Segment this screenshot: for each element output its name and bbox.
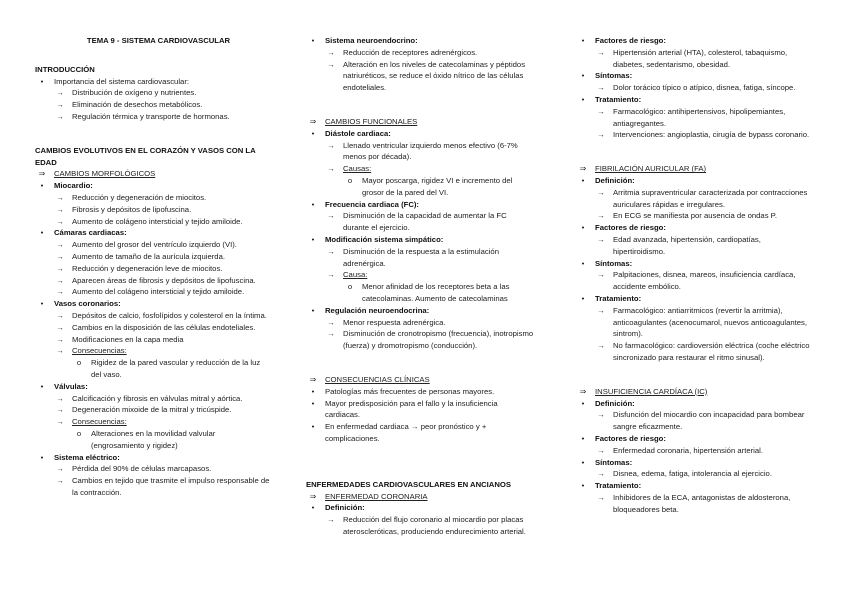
section-heading-text: ENFERMEDADES CARDIOVASCULARES EN ANCIANOS bbox=[306, 479, 512, 489]
arrow-item-text: Llenado ventricular izquierdo menos efectivo (6-7% menos por década). bbox=[343, 140, 518, 162]
bullet-heading bbox=[35, 180, 270, 192]
list-marker-icon: ⇒ bbox=[38, 169, 46, 179]
sub-item bbox=[306, 175, 534, 199]
bullet-heading bbox=[35, 381, 270, 393]
sub-item bbox=[306, 281, 534, 305]
arrow-item bbox=[306, 514, 534, 538]
bullet-item bbox=[306, 421, 534, 445]
list-marker-icon: • bbox=[40, 76, 44, 86]
list-marker-icon: • bbox=[311, 386, 315, 396]
arrow-item bbox=[35, 334, 270, 346]
bullet-heading bbox=[576, 293, 813, 305]
arrow-label-wrap bbox=[72, 416, 270, 428]
list-marker-icon: → bbox=[597, 270, 605, 280]
arrow-item bbox=[35, 204, 270, 216]
subsection-heading-wrap bbox=[325, 374, 534, 386]
list-marker-icon: • bbox=[311, 398, 315, 408]
spacer bbox=[306, 445, 534, 479]
arrow-item-text: Inhibidores de la ECA, antagonistas de aldosterona, bloqueadores beta. bbox=[613, 492, 791, 514]
subsection-heading-text: FIBRILACIÓN AURICULAR (FA) bbox=[595, 164, 707, 174]
bullet-item bbox=[306, 398, 534, 422]
arrow-item-text: Aumento de tamaño de la aurícula izquierda. bbox=[72, 251, 225, 261]
subsection-heading bbox=[576, 386, 813, 398]
bullet-heading bbox=[576, 398, 813, 410]
list-marker-icon: ⇒ bbox=[579, 164, 587, 174]
column-right bbox=[576, 35, 813, 515]
arrow-item-text: Cambios en tejido que trasmite el impulso responsable de la contracción. bbox=[72, 476, 270, 497]
arrow-item bbox=[306, 246, 534, 270]
arrow-item bbox=[306, 328, 534, 352]
arrow-item bbox=[306, 140, 534, 164]
arrow-item bbox=[35, 99, 270, 111]
arrow-item-text: Intervenciones: angioplastia, cirugía de bypass coronario. bbox=[613, 130, 810, 140]
arrow-item-text: Regulación térmica y transporte de hormonas. bbox=[72, 111, 230, 121]
list-marker-icon: • bbox=[581, 94, 585, 104]
bullet-heading-text: Sistema neuroendocrino: bbox=[325, 36, 418, 45]
list-marker-icon: → bbox=[56, 192, 64, 202]
arrow-item bbox=[35, 463, 270, 475]
list-marker-icon: → bbox=[327, 246, 335, 256]
list-marker-icon: → bbox=[56, 88, 64, 98]
bullet-heading-text: Tratamiento: bbox=[595, 293, 642, 303]
arrow-item-text: Alteración en los niveles de catecolaminas y péptidos natriuréticos, se reduce el óxido nítrico de las células endoteliales. bbox=[343, 59, 526, 93]
subsection-heading-wrap bbox=[325, 116, 534, 128]
arrow-item-text: Arritmia supraventricular caracterizada por contracciones auriculares rápidas e irregulares. bbox=[613, 187, 808, 209]
arrow-item-text: Modificaciones en la capa media bbox=[72, 334, 184, 344]
arrow-item bbox=[35, 87, 270, 99]
list-marker-icon: • bbox=[581, 36, 585, 45]
subsection-heading bbox=[576, 163, 813, 175]
arrow-item bbox=[576, 82, 813, 94]
list-marker-icon: → bbox=[327, 329, 335, 339]
list-marker-icon: → bbox=[56, 263, 64, 273]
list-marker-icon: → bbox=[327, 270, 335, 280]
subsection-heading-text: CAMBIOS MORFOLÓGICOS bbox=[54, 169, 156, 179]
sub-item bbox=[35, 357, 270, 381]
arrow-item bbox=[576, 234, 813, 258]
list-marker-icon: → bbox=[56, 322, 64, 332]
list-marker-icon: • bbox=[581, 398, 585, 408]
subsection-heading-text: CAMBIOS FUNCIONALES bbox=[325, 116, 418, 126]
arrow-item-text: Disminución de la capacidad de aumentar la FC durante el ejercicio. bbox=[343, 211, 507, 233]
arrow-item bbox=[306, 317, 534, 329]
bullet-heading-text: Factores de riesgo: bbox=[595, 433, 666, 443]
arrow-item-text: Menor respuesta adrenérgica. bbox=[343, 317, 446, 327]
bullet-heading-text: Sistema eléctrico: bbox=[54, 452, 120, 462]
page-title-text: TEMA 9 - SISTEMA CARDIOVASCULAR bbox=[86, 36, 231, 45]
list-marker-icon: → bbox=[597, 47, 605, 57]
bullet-heading bbox=[306, 305, 534, 317]
bullet-heading bbox=[576, 175, 813, 187]
list-marker-icon: → bbox=[327, 164, 335, 174]
list-marker-icon: o bbox=[347, 175, 353, 185]
list-marker-icon: → bbox=[597, 234, 605, 244]
arrow-item-text: Disminución de cronotropismo (frecuencia), inotropismo (fuerza) y dromotropismo (conducción). bbox=[343, 329, 534, 351]
list-marker-icon: → bbox=[56, 310, 64, 320]
list-marker-icon: → bbox=[56, 476, 64, 486]
bullet-heading bbox=[35, 298, 270, 310]
section-heading-text: CAMBIOS EVOLUTIVOS EN EL CORAZÓN Y VASOS CON LA EDAD bbox=[35, 145, 256, 167]
subsection-heading-text: ENFERMEDAD CORONARIA bbox=[325, 491, 428, 501]
list-marker-icon: → bbox=[56, 393, 64, 403]
bullet-heading-text: Vasos coronarios: bbox=[54, 299, 121, 309]
column-middle bbox=[306, 35, 534, 538]
list-marker-icon: → bbox=[597, 445, 605, 455]
bullet-heading bbox=[576, 70, 813, 82]
arrow-item bbox=[576, 187, 813, 211]
bullet-heading-text: Regulación neuroendocrina: bbox=[325, 305, 430, 315]
list-marker-icon: → bbox=[56, 111, 64, 121]
bullet-heading-text: Síntomas: bbox=[595, 71, 633, 81]
list-marker-icon: → bbox=[56, 334, 64, 344]
arrow-item-text: No farmacológico: cardioversión eléctrica (coche eléctrico sincronizado para restaurar el ritmo sinusal). bbox=[613, 341, 810, 362]
bullet-heading bbox=[576, 480, 813, 492]
arrow-item-text: Aparecen áreas de fibrosis y depósitos de lipofuscina. bbox=[72, 275, 256, 285]
arrow-item bbox=[576, 445, 813, 457]
arrow-item-text: Reducción y degeneración de miocitos. bbox=[72, 192, 207, 202]
arrow-item-text: Farmacológico: antiarritmicos (revertir la arritmia), anticoagulantes (acenocumarol, nuevos anticoagulantes, sintrom). bbox=[613, 305, 808, 339]
subsection-heading-wrap bbox=[54, 168, 270, 180]
bullet-heading bbox=[35, 227, 270, 239]
arrow-item-text: Distribución de oxígeno y nutrientes. bbox=[72, 88, 197, 98]
arrow-item-text: Aumento del grosor del ventrículo izquierdo (VI). bbox=[72, 240, 237, 250]
list-marker-icon: → bbox=[327, 47, 335, 57]
arrow-item-text: Eliminación de desechos metabólicos. bbox=[72, 100, 203, 110]
list-marker-icon: → bbox=[56, 464, 64, 474]
bullet-heading-text: Tratamiento: bbox=[595, 94, 642, 104]
arrow-label bbox=[306, 269, 534, 281]
arrow-item bbox=[35, 275, 270, 287]
arrow-label-wrap bbox=[343, 163, 534, 175]
list-marker-icon: o bbox=[76, 428, 82, 438]
column-left bbox=[35, 35, 270, 499]
arrow-item bbox=[576, 492, 813, 516]
list-marker-icon: • bbox=[40, 228, 44, 238]
arrow-item bbox=[35, 251, 270, 263]
arrow-item bbox=[576, 468, 813, 480]
arrow-item-text: Farmacológico: antihipertensivos, hipolipemiantes, antiagregantes. bbox=[613, 106, 786, 128]
bullet-item-text: Patologías más frecuentes de personas mayores. bbox=[325, 386, 495, 396]
list-marker-icon: → bbox=[327, 140, 335, 150]
list-marker-icon: • bbox=[40, 381, 44, 391]
subsection-heading-text: CONSECUENCIAS CLÍNICAS bbox=[325, 374, 430, 384]
bullet-heading-text: Factores de riesgo: bbox=[595, 36, 666, 45]
bullet-heading-text: Frecuencia cardiaca (FC): bbox=[325, 199, 419, 209]
spacer bbox=[306, 94, 534, 116]
list-marker-icon: → bbox=[56, 216, 64, 226]
subsection-heading bbox=[35, 168, 270, 180]
list-marker-icon: → bbox=[597, 83, 605, 93]
spacer bbox=[306, 352, 534, 374]
arrow-item bbox=[576, 409, 813, 433]
list-marker-icon: → bbox=[597, 305, 605, 315]
arrow-item-text: Palpitaciones, disnea, mareos, insuficiencia cardíaca, accidente embólico. bbox=[613, 270, 796, 292]
arrow-item-text: Dolor torácico típico o atípico, disnea, fatiga, síncope. bbox=[613, 83, 796, 93]
section-heading bbox=[306, 479, 534, 491]
bullet-item-text: Mayor predisposición para el fallo y la insuficiencia cardiacas. bbox=[325, 398, 498, 420]
list-marker-icon: → bbox=[327, 211, 335, 221]
arrow-item-text: Reducción de receptores adrenérgicos. bbox=[343, 47, 478, 57]
arrow-item-text: Reducción y degeneración leve de miocitos. bbox=[72, 263, 223, 273]
bullet-item-text: Importancia del sistema cardiovascular: bbox=[54, 76, 190, 86]
list-marker-icon: • bbox=[581, 293, 585, 303]
arrow-item bbox=[35, 263, 270, 275]
arrow-item bbox=[35, 404, 270, 416]
arrow-label-wrap bbox=[72, 345, 270, 357]
list-marker-icon: • bbox=[311, 234, 315, 244]
arrow-item bbox=[576, 106, 813, 130]
arrow-item-text: Enfermedad coronaria, hipertensión arterial. bbox=[613, 445, 763, 455]
arrow-item bbox=[576, 340, 813, 364]
list-marker-icon: → bbox=[597, 341, 605, 351]
list-marker-icon: → bbox=[56, 240, 64, 250]
arrow-label bbox=[35, 345, 270, 357]
arrow-item-text: Aumento de colágeno intersticial y tejido amiloide. bbox=[72, 216, 243, 226]
bullet-item bbox=[306, 386, 534, 398]
list-marker-icon: → bbox=[56, 251, 64, 261]
subsection-heading bbox=[306, 491, 534, 503]
list-marker-icon: • bbox=[581, 457, 585, 467]
bullet-item-text: En enfermedad cardiaca → peor pronóstico y + complicaciones. bbox=[325, 422, 487, 443]
bullet-heading-text: Modificación sistema simpático: bbox=[325, 234, 444, 244]
list-marker-icon: • bbox=[581, 175, 585, 185]
spacer bbox=[576, 364, 813, 386]
bullet-heading-text: Miocardio: bbox=[54, 181, 93, 191]
arrow-item bbox=[35, 475, 270, 499]
arrow-item-text: Depósitos de calcio, fosfolípidos y colesterol en la íntima. bbox=[72, 310, 267, 320]
subsection-heading-wrap bbox=[595, 386, 813, 398]
list-marker-icon: • bbox=[40, 299, 44, 309]
arrow-item bbox=[576, 129, 813, 141]
list-marker-icon: • bbox=[311, 503, 315, 513]
bullet-heading bbox=[576, 94, 813, 106]
list-marker-icon: • bbox=[581, 258, 585, 268]
arrow-item-text: Disminución de la respuesta a la estimulación adrenérgica. bbox=[343, 246, 499, 268]
subsection-heading bbox=[306, 116, 534, 128]
bullet-heading bbox=[306, 502, 534, 514]
list-marker-icon: ⇒ bbox=[309, 374, 317, 384]
arrow-item bbox=[35, 111, 270, 123]
arrow-item-text: Hipertensión arterial (HTA), colesterol, tabaquismo, diabetes, sedentarismo, obesidad. bbox=[613, 47, 788, 69]
list-marker-icon: • bbox=[581, 481, 585, 491]
bullet-heading-text: Diástole cardiaca: bbox=[325, 128, 391, 138]
arrow-item bbox=[306, 47, 534, 59]
list-marker-icon: ⇒ bbox=[579, 386, 587, 396]
bullet-heading-text: Tratamiento: bbox=[595, 481, 642, 491]
arrow-label-text: Causa: bbox=[343, 270, 368, 280]
list-marker-icon: o bbox=[76, 358, 82, 368]
page-title bbox=[35, 35, 270, 47]
arrow-item bbox=[576, 210, 813, 222]
arrow-label-wrap bbox=[343, 269, 534, 281]
bullet-heading bbox=[576, 433, 813, 445]
sub-item bbox=[35, 428, 270, 452]
list-marker-icon: → bbox=[56, 405, 64, 415]
bullet-heading bbox=[35, 452, 270, 464]
bullet-heading-text: Factores de riesgo: bbox=[595, 223, 666, 233]
list-marker-icon: → bbox=[597, 106, 605, 116]
arrow-item-text: Disfunción del miocardio con incapacidad para bombear sangre eficazmente. bbox=[613, 410, 805, 432]
arrow-item-text: Calcificación y fibrosis en válvulas mitral y aórtica. bbox=[72, 393, 243, 403]
spacer bbox=[35, 123, 270, 145]
arrow-item bbox=[35, 322, 270, 334]
list-marker-icon: → bbox=[597, 469, 605, 479]
list-marker-icon: • bbox=[311, 305, 315, 315]
sub-item-text: Menor afinidad de los receptores beta a las catecolaminas. Aumento de catecolaminas bbox=[362, 282, 510, 303]
subsection-heading-text: INSUFICIENCIA CARDÍACA (IC) bbox=[595, 386, 708, 396]
section-heading-text: INTRODUCCIÓN bbox=[35, 64, 95, 74]
sub-item-text: Rigidez de la pared vascular y reducción de la luz del vaso. bbox=[91, 358, 261, 379]
arrow-item-text: En ECG se manifiesta por ausencia de ondas P. bbox=[613, 211, 777, 221]
bullet-heading-text: Síntomas: bbox=[595, 258, 633, 268]
bullet-heading bbox=[576, 457, 813, 469]
arrow-item bbox=[35, 310, 270, 322]
arrow-item-text: Cambios en la disposición de las células endoteliales. bbox=[72, 322, 256, 332]
arrow-item bbox=[35, 192, 270, 204]
bullet-heading bbox=[576, 258, 813, 270]
arrow-item bbox=[576, 269, 813, 293]
list-marker-icon: → bbox=[327, 59, 335, 69]
arrow-label bbox=[306, 163, 534, 175]
bullet-heading-text: Síntomas: bbox=[595, 457, 633, 467]
list-marker-icon: • bbox=[581, 71, 585, 81]
list-marker-icon: ⇒ bbox=[309, 491, 317, 501]
bullet-heading bbox=[306, 35, 534, 47]
arrow-item-text: Fibrosis y depósitos de lipofuscina. bbox=[72, 204, 192, 214]
bullet-heading-text: Definición: bbox=[595, 398, 635, 408]
arrow-item bbox=[306, 210, 534, 234]
arrow-item bbox=[35, 216, 270, 228]
list-marker-icon: o bbox=[347, 282, 353, 292]
list-marker-icon: • bbox=[311, 128, 315, 138]
arrow-item bbox=[576, 305, 813, 340]
list-marker-icon: → bbox=[597, 492, 605, 502]
list-marker-icon: → bbox=[597, 187, 605, 197]
bullet-heading bbox=[306, 199, 534, 211]
list-marker-icon: → bbox=[56, 204, 64, 214]
arrow-item-text: Reducción del flujo coronario al miocardio por placas ateroscleróticas, produciendo endurecimiento arterial. bbox=[343, 515, 526, 536]
arrow-item-text: Edad avanzada, hipertensión, cardiopatías, hipertiroidismo. bbox=[613, 234, 761, 256]
list-marker-icon: • bbox=[311, 422, 315, 432]
bullet-item bbox=[35, 76, 270, 88]
spacer bbox=[576, 141, 813, 163]
bullet-heading-text: Cámaras cardiacas: bbox=[54, 228, 127, 238]
section-heading bbox=[35, 64, 270, 76]
list-marker-icon: → bbox=[56, 100, 64, 110]
section-heading bbox=[35, 145, 270, 169]
arrow-label-text: Consecuencias: bbox=[72, 346, 127, 356]
list-marker-icon: • bbox=[581, 223, 585, 233]
bullet-heading bbox=[306, 128, 534, 140]
arrow-item-text: Disnea, edema, fatiga, intolerancia al ejercicio. bbox=[613, 469, 772, 479]
list-marker-icon: → bbox=[327, 317, 335, 327]
list-marker-icon: → bbox=[327, 515, 335, 525]
subsection-heading-wrap bbox=[595, 163, 813, 175]
list-marker-icon: → bbox=[597, 410, 605, 420]
list-marker-icon: • bbox=[311, 36, 315, 45]
bullet-heading-text: Definición: bbox=[325, 503, 365, 513]
subsection-heading bbox=[306, 374, 534, 386]
list-marker-icon: ⇒ bbox=[309, 116, 317, 126]
list-marker-icon: • bbox=[581, 433, 585, 443]
arrow-item bbox=[35, 393, 270, 405]
list-marker-icon: • bbox=[40, 181, 44, 191]
sub-item-text: Alteraciones en la movilidad valvular (engrosamiento y rigidez) bbox=[91, 428, 216, 450]
arrow-item bbox=[35, 286, 270, 298]
arrow-item bbox=[306, 59, 534, 94]
arrow-item-text: Aumento del colágeno intersticial y tejido amiloide. bbox=[72, 287, 245, 297]
bullet-heading bbox=[576, 222, 813, 234]
list-marker-icon: → bbox=[56, 275, 64, 285]
bullet-heading bbox=[576, 35, 813, 47]
spacer bbox=[35, 47, 270, 64]
arrow-label-text: Consecuencias: bbox=[72, 417, 127, 427]
list-marker-icon: • bbox=[311, 199, 315, 209]
list-marker-icon: → bbox=[597, 211, 605, 221]
list-marker-icon: • bbox=[40, 452, 44, 462]
bullet-heading-text: Definición: bbox=[595, 175, 635, 185]
list-marker-icon: → bbox=[56, 417, 64, 427]
list-marker-icon: → bbox=[56, 346, 64, 356]
bullet-heading-text: Válvulas: bbox=[54, 381, 88, 391]
arrow-item-text: Degeneración mixoide de la mitral y tricúspide. bbox=[72, 405, 232, 415]
arrow-item-text: Pérdida del 90% de células marcapasos. bbox=[72, 464, 212, 474]
arrow-label bbox=[35, 416, 270, 428]
sub-item-text: Mayor poscarga, rigidez VI e incremento del grosor de la pared del VI. bbox=[362, 175, 513, 197]
arrow-item bbox=[576, 47, 813, 71]
subsection-heading-wrap bbox=[325, 491, 534, 503]
arrow-item bbox=[35, 239, 270, 251]
list-marker-icon: → bbox=[597, 130, 605, 140]
bullet-heading bbox=[306, 234, 534, 246]
list-marker-icon: → bbox=[56, 287, 64, 297]
arrow-label-text: Causas: bbox=[343, 164, 372, 174]
